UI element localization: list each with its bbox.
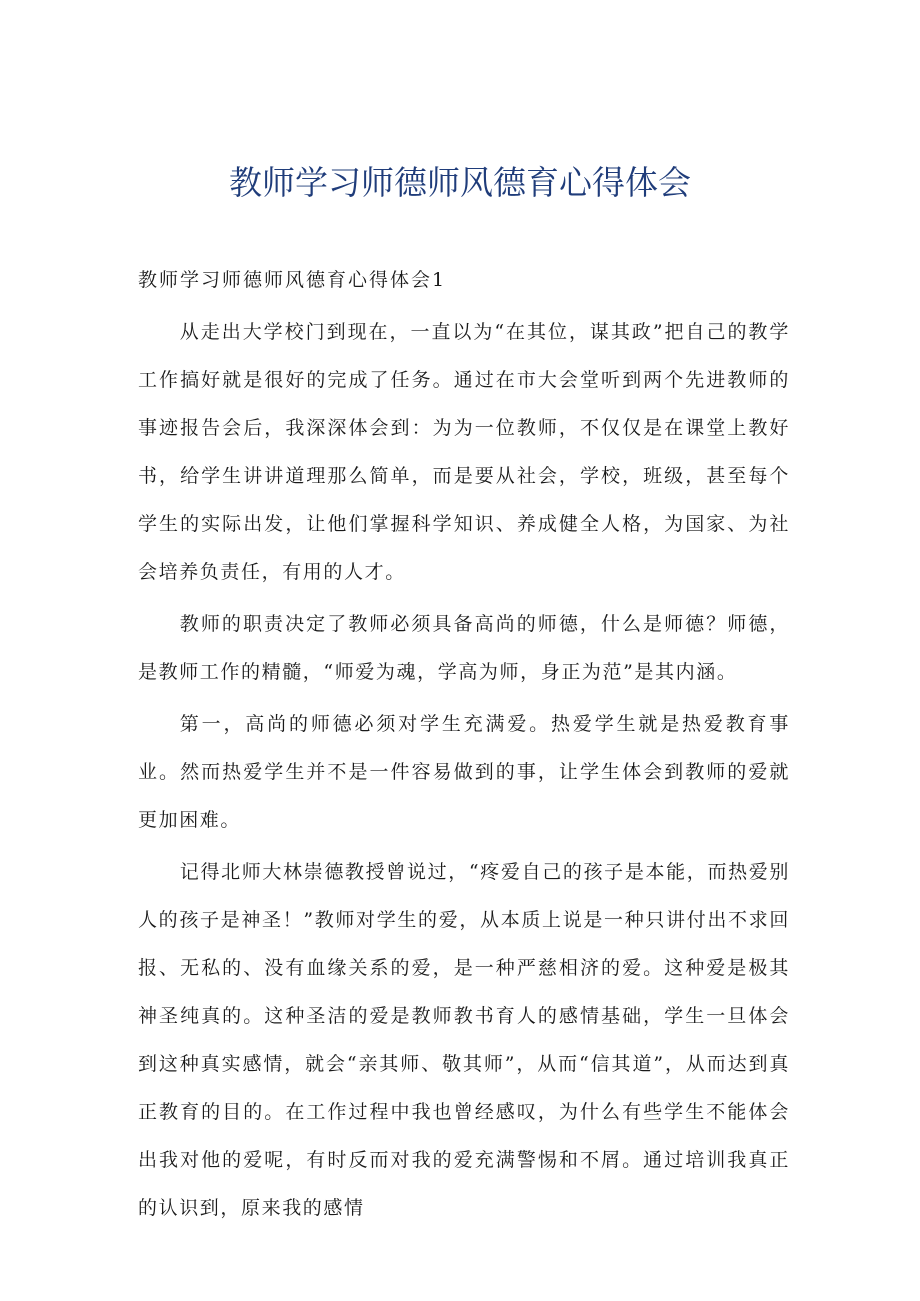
paragraph-4: 记得北师大林崇德教授曾说过，“疼爱自己的孩子是本能，而热爱别人的孩子是神圣！”教师对学生的爱，从本质上说是一种只讲付出不求回报、无私的、没有血缘关系的爱，是一种严慈相济的爱。这种爱是极其神圣纯真的。这种圣洁的爱是教师教书育人的感情基础，学生一旦体会到这种真实感情，就会“亲其师、敬其师”，从而“信其道”，从而达到真正教育的目的。在工作过程中我也曾经感叹，为什么有些学生不能体会出我对他的爱呢，有时反而对我的爱充满警惕和不屑。通过培训我真正的认识到，原来我的感情 xyxy=(138,861,790,1219)
section-heading: 教师学习师德师风德育心得体会1 xyxy=(138,269,447,291)
paragraph-2: 教师的职责决定了教师必须具备高尚的师德，什么是师德？师德，是教师工作的精髓，“师爱为魂，学高为师，身正为范”是其内涵。 xyxy=(138,613,790,683)
document-body xyxy=(138,308,790,1232)
paragraph-3: 第一，高尚的师德必须对学生充满爱。热爱学生就是热爱教育事业。然而热爱学生并不是一件容易做到的事，让学生体会到教师的爱就更加困难。 xyxy=(138,713,790,831)
document-title: 教师学习师德师风德育心得体会 xyxy=(229,163,691,202)
paragraph-1: 从走出大学校门到现在，一直以为“在其位，谋其政”把自己的教学工作搞好就是很好的完成了任务。通过在市大会堂听到两个先进教师的事迹报告会后，我深深体会到：为为一位教师，不仅仅是在课堂上教好书，给学生讲讲道理那么简单，而是要从社会，学校，班级，甚至每个学生的实际出发，让他们掌握科学知识、养成健全人格，为国家、为社会培养负责任，有用的人才。 xyxy=(138,321,790,583)
